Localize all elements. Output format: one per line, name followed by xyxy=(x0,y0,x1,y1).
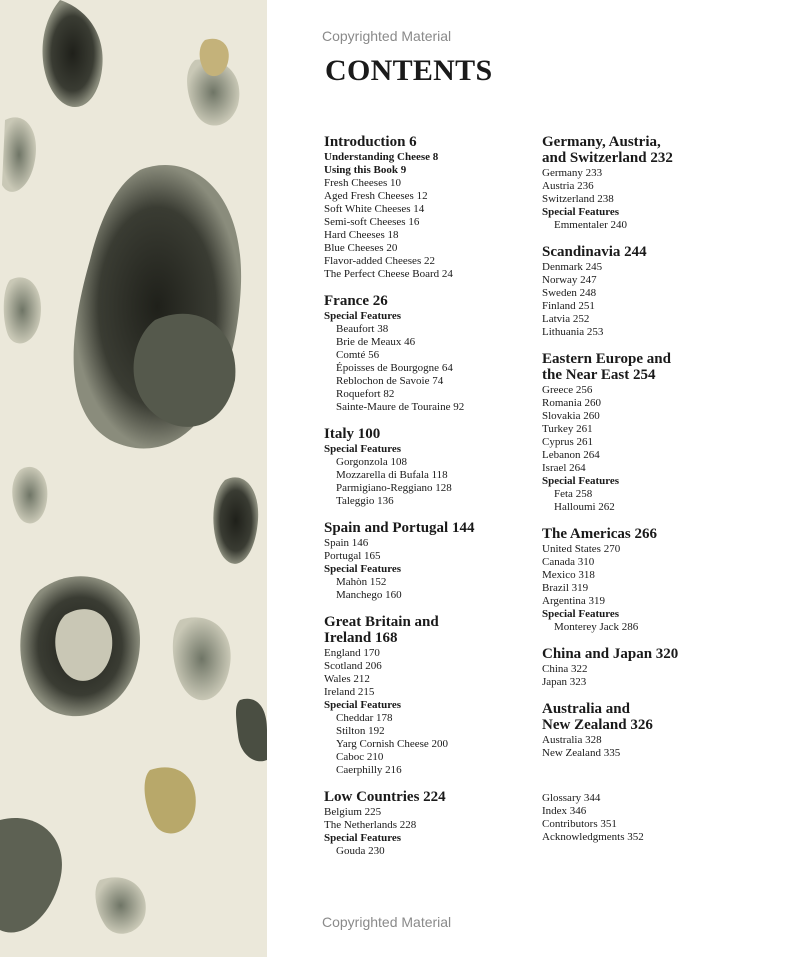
toc-entry[interactable]: Acknowledgments 352 xyxy=(542,831,644,843)
toc-section xyxy=(542,351,792,514)
toc-entry[interactable]: Blue Cheeses 20 xyxy=(324,242,398,254)
cheese-photo xyxy=(0,0,267,957)
toc-entry[interactable]: New Zealand 335 xyxy=(542,747,621,759)
toc-subheading: Special Features xyxy=(542,608,620,620)
toc-entry[interactable]: Japan 323 xyxy=(542,676,587,688)
toc-section-title[interactable]: Eastern Europe and xyxy=(542,351,671,367)
toc-section xyxy=(542,701,792,760)
toc-section xyxy=(324,426,534,508)
toc-entry[interactable]: Brazil 319 xyxy=(542,582,589,594)
toc-entry[interactable]: Brie de Meaux 46 xyxy=(336,336,416,348)
toc-entry[interactable]: Époisses de Bourgogne 64 xyxy=(336,362,453,374)
toc-section xyxy=(324,134,534,281)
page-title: CONTENTS xyxy=(325,54,493,87)
toc-section-title[interactable]: Germany, Austria, xyxy=(542,134,661,150)
toc-entry[interactable]: Halloumi 262 xyxy=(554,501,615,513)
toc-entry[interactable]: Cyprus 261 xyxy=(542,436,594,448)
toc-column-right xyxy=(542,134,792,856)
toc-subheading: Using this Book 9 xyxy=(324,164,407,176)
toc-entry[interactable]: Sweden 248 xyxy=(542,287,597,299)
toc-entry[interactable]: Aged Fresh Cheeses 12 xyxy=(324,190,428,202)
toc-section xyxy=(542,134,792,232)
toc-entry[interactable]: Canada 310 xyxy=(542,556,595,568)
toc-entry[interactable]: Contributors 351 xyxy=(542,818,617,830)
toc-subheading: Special Features xyxy=(324,443,402,455)
toc-entry[interactable]: Slovakia 260 xyxy=(542,410,600,422)
toc-subheading: Understanding Cheese 8 xyxy=(324,151,439,163)
toc-section-title[interactable]: Low Countries 224 xyxy=(324,789,446,805)
toc-entry[interactable]: Caboc 210 xyxy=(336,751,384,763)
toc-section-title[interactable]: Australia and xyxy=(542,701,630,717)
cheese-photo-graphic xyxy=(0,0,267,957)
toc-section xyxy=(542,646,792,689)
toc-entry[interactable]: Argentina 319 xyxy=(542,595,606,607)
toc-entry[interactable]: Mexico 318 xyxy=(542,569,595,581)
toc-entry[interactable]: Taleggio 136 xyxy=(336,495,394,507)
toc-entry[interactable]: Index 346 xyxy=(542,805,587,817)
toc-section-title[interactable]: Italy 100 xyxy=(324,426,381,442)
toc-section-title[interactable]: Spain and Portugal 144 xyxy=(324,520,475,536)
toc-subheading: Special Features xyxy=(324,699,402,711)
section-spacer xyxy=(542,772,792,792)
toc-entry[interactable]: United States 270 xyxy=(542,543,621,555)
toc-section-title[interactable]: Scandinavia 244 xyxy=(542,244,647,260)
toc-entry[interactable]: The Netherlands 228 xyxy=(324,819,417,831)
toc-entry[interactable]: Emmentaler 240 xyxy=(554,219,628,231)
toc-entry[interactable]: Lithuania 253 xyxy=(542,326,604,338)
toc-entry[interactable]: Mozzarella di Bufala 118 xyxy=(336,469,448,481)
toc-entry[interactable]: Cheddar 178 xyxy=(336,712,393,724)
toc-subheading: Special Features xyxy=(324,832,402,844)
toc-entry[interactable]: Turkey 261 xyxy=(542,423,593,435)
toc-entry[interactable]: Roquefort 82 xyxy=(336,388,395,400)
toc-entry[interactable]: Semi-soft Cheeses 16 xyxy=(324,216,420,228)
toc-entry[interactable]: Parmigiano-Reggiano 128 xyxy=(336,482,452,494)
toc-entry[interactable]: Portugal 165 xyxy=(324,550,381,562)
toc-entry[interactable]: China 322 xyxy=(542,663,588,675)
toc-section xyxy=(324,789,534,858)
toc-entry[interactable]: England 170 xyxy=(324,647,380,659)
toc-entry[interactable]: Gouda 230 xyxy=(336,845,385,857)
toc-entry[interactable]: Finland 251 xyxy=(542,300,595,312)
toc-entry[interactable]: Lebanon 264 xyxy=(542,449,600,461)
toc-section-title[interactable]: France 26 xyxy=(324,293,388,309)
toc-entry[interactable]: Romania 260 xyxy=(542,397,601,409)
toc-section xyxy=(324,293,534,414)
toc-section-title[interactable]: China and Japan 320 xyxy=(542,646,679,662)
toc-column-left xyxy=(324,134,534,870)
toc-entry[interactable]: Belgium 225 xyxy=(324,806,382,818)
toc-entry[interactable]: Australia 328 xyxy=(542,734,602,746)
toc-entry[interactable]: Feta 258 xyxy=(554,488,593,500)
toc-entry[interactable]: Gorgonzola 108 xyxy=(336,456,407,468)
toc-subheading: Special Features xyxy=(324,563,402,575)
toc-entry[interactable]: Yarg Cornish Cheese 200 xyxy=(336,738,449,750)
toc-entry[interactable]: Switzerland 238 xyxy=(542,193,614,205)
toc-section-title[interactable]: The Americas 266 xyxy=(542,526,657,542)
toc-entry[interactable]: Scotland 206 xyxy=(324,660,382,672)
toc-section-title[interactable]: Ireland 168 xyxy=(324,630,398,646)
toc-section-title[interactable]: Introduction 6 xyxy=(324,134,417,150)
toc-section xyxy=(542,792,792,844)
toc-entry[interactable]: Stilton 192 xyxy=(336,725,385,737)
toc-entry[interactable]: The Perfect Cheese Board 24 xyxy=(324,268,453,280)
toc-section-title[interactable]: New Zealand 326 xyxy=(542,717,653,733)
toc-entry[interactable]: Spain 146 xyxy=(324,537,369,549)
toc-entry[interactable]: Denmark 245 xyxy=(542,261,603,273)
toc-entry[interactable]: Wales 212 xyxy=(324,673,370,685)
toc-section xyxy=(542,244,792,339)
toc-section-title[interactable]: and Switzerland 232 xyxy=(542,150,673,166)
toc-entry[interactable]: Manchego 160 xyxy=(336,589,402,601)
toc-entry[interactable]: Sainte-Maure de Touraine 92 xyxy=(336,401,465,413)
copyright-watermark-top: Copyrighted Material xyxy=(322,28,452,44)
copyright-watermark-bottom: Copyrighted Material xyxy=(322,914,452,930)
toc-entry[interactable]: Flavor-added Cheeses 22 xyxy=(324,255,435,267)
toc-section xyxy=(324,520,534,602)
toc-entry[interactable]: Soft White Cheeses 14 xyxy=(324,203,425,215)
toc-subheading: Special Features xyxy=(542,475,620,487)
toc-subheading: Special Features xyxy=(324,310,402,322)
toc-entry[interactable]: Monterey Jack 286 xyxy=(554,621,639,633)
toc-entry[interactable]: Austria 236 xyxy=(542,180,594,192)
toc-entry[interactable]: Comté 56 xyxy=(336,349,380,361)
toc-entry[interactable]: Norway 247 xyxy=(542,274,597,286)
toc-section xyxy=(324,614,534,777)
toc-entry[interactable]: Glossary 344 xyxy=(542,792,601,804)
toc-section xyxy=(542,526,792,634)
toc-entry[interactable]: Beaufort 38 xyxy=(336,323,389,335)
toc-section-title[interactable]: the Near East 254 xyxy=(542,367,656,383)
toc-entry[interactable]: Caerphilly 216 xyxy=(336,764,402,776)
toc-entry[interactable]: Hard Cheeses 18 xyxy=(324,229,399,241)
toc-section-title[interactable]: Great Britain and xyxy=(324,614,439,630)
toc-entry[interactable]: Germany 233 xyxy=(542,167,603,179)
toc-entry[interactable]: Mahòn 152 xyxy=(336,576,387,588)
toc-entry[interactable]: Israel 264 xyxy=(542,462,586,474)
toc-entry[interactable]: Reblochon de Savoie 74 xyxy=(336,375,444,387)
toc-entry[interactable]: Greece 256 xyxy=(542,384,593,396)
toc-entry[interactable]: Latvia 252 xyxy=(542,313,590,325)
toc-entry[interactable]: Fresh Cheeses 10 xyxy=(324,177,401,189)
toc-subheading: Special Features xyxy=(542,206,620,218)
toc-entry[interactable]: Ireland 215 xyxy=(324,686,375,698)
